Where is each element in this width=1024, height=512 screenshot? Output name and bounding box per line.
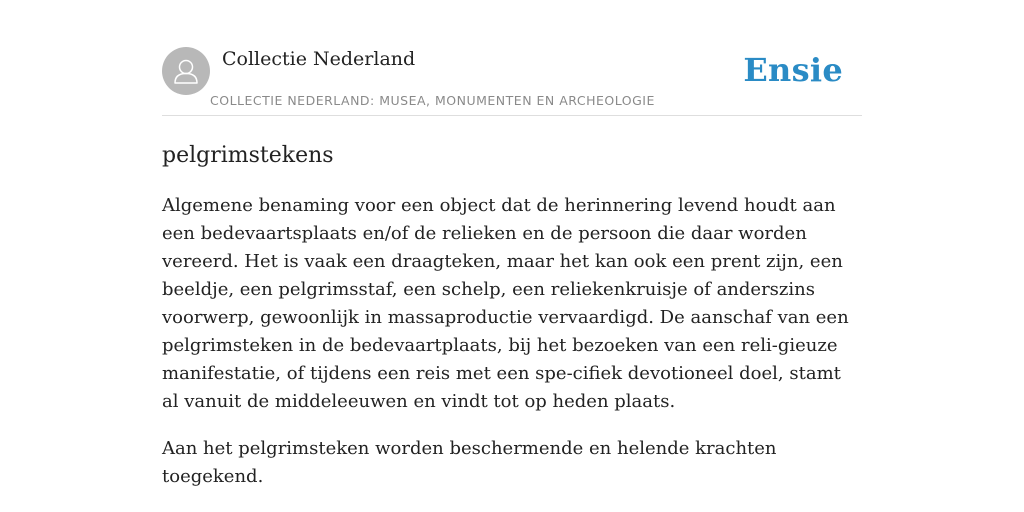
entry-card xyxy=(162,40,862,491)
entry-paragraph: Algemene benaming voor een object dat de herinnering levend houdt aan een bedevaartsplaats en/of de relieken en de persoon die daar worden vereerd. Het is vaak een draagteken, maar het kan ook een prent zijn, een beeldje, een pelgrimsstaf, een schelp, een reliekenkruisje of anderszins voorwerp, gewoonlijk in massaproductie vervaardigd. De aanschaf van een pelgrimsteken in de bedevaartplaats, bij het bezoeken van een reli-gieuze manifestatie, of tijdens een reis met een spe-cifiek devotioneel doel, stamt al vanuit de middeleeuwen en vindt tot op heden plaats. xyxy=(162,195,849,412)
entry-title: pelgrimstekens xyxy=(162,143,334,168)
author-name[interactable]: Collectie Nederland xyxy=(222,48,416,70)
source-label[interactable]: COLLECTIE NEDERLAND: MUSEA, MONUMENTEN EN ARCHEOLOGIE xyxy=(210,93,655,108)
user-silhouette-icon xyxy=(162,47,210,95)
entry-paragraph: Aan het pelgrimsteken worden beschermende en helende krachten toegekend. xyxy=(162,438,777,487)
site-logo[interactable]: Ensie xyxy=(743,51,843,89)
entry-header xyxy=(162,40,862,116)
author-avatar[interactable] xyxy=(162,47,210,95)
